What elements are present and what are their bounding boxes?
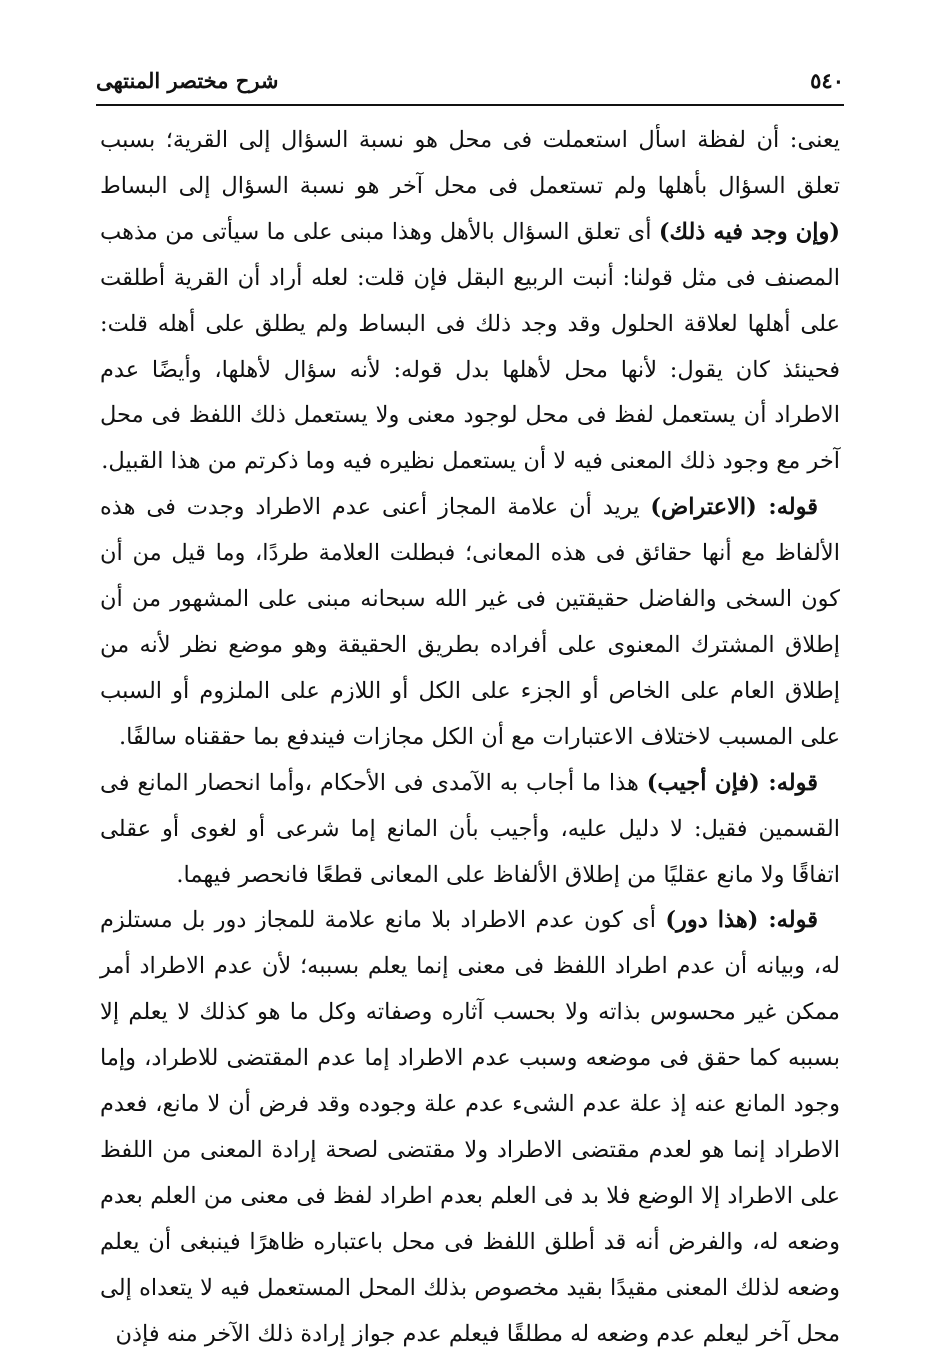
paragraph bbox=[100, 118, 840, 485]
paragraph bbox=[100, 898, 840, 1357]
header-rule bbox=[96, 104, 844, 106]
text-segment: هذا ما أجاب به الآمدى فى الأحكام ،وأما انحصار المانع فى القسمين فقيل: لا دليل عليه، وأجيب بأن المانع إما شرعى أو لغوى أو عقلى اتفاقًا ولا مانع عقليًا من إطلاق الألفاظ على المعانى قطعًا فانحصر فيهما. bbox=[100, 769, 840, 888]
page-number: ٥٤٠ bbox=[810, 68, 844, 93]
text-segment: يعنى: أن لفظة اسأل استعملت فى محل هو نسبة السؤال إلى القرية؛ بسبب تعلق السؤال بأهلها ولم تستعمل فى محل آخر هو نسبة السؤال إلى البساط bbox=[100, 127, 840, 199]
text-segment: أى تعلق السؤال بالأهل وهذا مبنى على ما سيأتى من مذهب المصنف فى مثل قولنا: أنبت الربيع البقل فإن قلت: لعله أراد أن القرية أطلقت على أهلها لعلاقة الحلول وقد وجد ذلك فى البساط ولم يطلق على أهله قلت: فحينئذ كان يقول: لأنها محل لأهلها بدل قوله: لأنه سؤال لأهلها، وأيضًا عدم الاطراد أن يستعمل لفظ فى محل لوجود معنى ولا يستعمل ذلك اللفظ فى محل آخر مع وجود ذلك المعنى فيه لا أن يستعمل نظيره فيه وما ذكرتم من هذا القبيل. bbox=[100, 218, 840, 475]
bold-phrase: (وإن وجد فيه ذلك) bbox=[658, 218, 840, 245]
bold-phrase: قوله: (فإن أجيب) bbox=[646, 769, 818, 796]
body-text bbox=[100, 118, 840, 1357]
bold-phrase: قوله: (الاعتراض) bbox=[650, 494, 818, 521]
text-segment: يريد أن علامة المجاز أعنى عدم الاطراد وجدت فى هذه الألفاظ مع أنها حقائق فى هذه المعانى؛ فبطلت العلامة طردًا، وما قيل من أن كون السخى والفاضل حقيقتين فى غير الله سبحانه مبنى على المشهور من أن إطلاق المشترك المعنوى على أفراده بطريق الحقيقة وهو موضع نظر لأنه من إطلاق العام على الخاص أو الجزء على الكل أو اللازم على الملزوم أو السبب على المسبب لاختلاف الاعتبارات مع أن الكل مجازات فيندفع بما حققناه سالفًا. bbox=[100, 494, 840, 750]
paragraph bbox=[100, 485, 840, 760]
book-title: شرح مختصر المنتهى bbox=[96, 68, 279, 93]
bold-phrase: قوله: (هذا دور) bbox=[665, 907, 818, 934]
paragraph bbox=[100, 761, 840, 899]
text-segment: أى كون عدم الاطراد بلا مانع علامة للمجاز دور بل مستلزم له، وبيانه أن عدم اطراد اللفظ فى معنى إنما يعلم بسببه؛ لأن عدم الاطراد أمر ممكن غير محسوس بذاته ولا بحسب آثاره وصفاته وكل ما هو كذلك لا يعلم إلا بسببه كما حقق فى موضعه وسبب عدم الاطراد إما عدم المقتضى للاطراد، وإما وجود المانع عنه إذ علة عدم الشىء عدم علة وجوده وقد فرض أن لا مانع، فعدم الاطراد إنما هو لعدم مقتضى الاطراد ولا مقتضى لصحة إرادة المعنى من اللفظ على الاطراد إلا الوضع فلا بد فى العلم بعدم اطراد لفظ فى معنى من العلم بعدم وضعه له، والفرض أنه قد أطلق اللفظ فى محل باعتباره ظاهرًا فينبغى أن يعلم وضعه لذلك المعنى مقيدًا بقيد مخصوص بذلك المحل المستعمل فيه لا يتعداه إلى محل آخر ليعلم عدم وضعه له مطلقًا فيعلم عدم جواز إرادة ذلك الآخر منه فإذن bbox=[100, 907, 840, 1347]
page-header bbox=[96, 62, 844, 106]
